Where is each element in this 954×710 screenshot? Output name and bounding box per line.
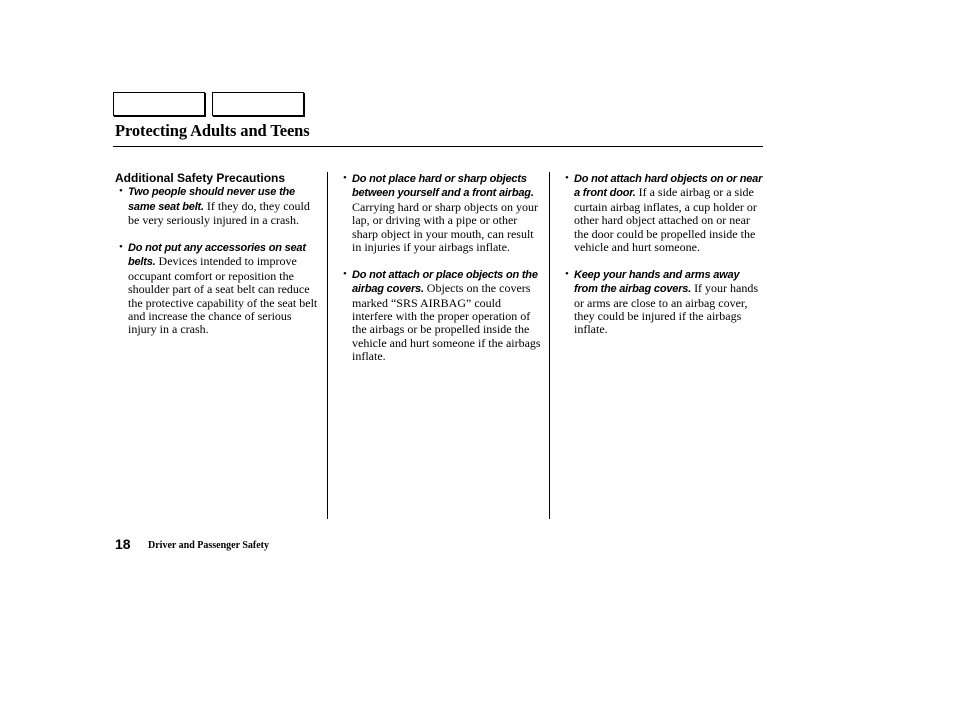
bullet-icon: • [565, 267, 569, 280]
list-item [115, 185, 321, 227]
item-text: If they do, they could be very seriously injured in a crash. [128, 198, 310, 228]
page-number: 18 [115, 536, 131, 552]
index-tab-box-2 [212, 92, 304, 116]
list-item [339, 268, 543, 364]
item-text: Objects on the covers marked “SRS AIRBAG” could interfere with the proper operation of the airbags or be propelled inside the vehicle and hurt someone if the airbags inflate. [352, 281, 541, 364]
index-tab-box-1 [113, 92, 205, 116]
bullet-icon: • [565, 172, 569, 184]
item-text: If your hands or arms are close to an airbag cover, they could be injured if the airbags inflate. [574, 281, 759, 337]
precaution-list [561, 172, 763, 337]
column-1 [115, 172, 321, 350]
bullet-icon: • [343, 172, 347, 184]
precaution-list [339, 172, 543, 364]
item-text: If a side airbag or a side curtain airbag inflates, a cup holder or other hard object attached on or near the door could be propelled inside the vehicle and hurt someone. [574, 185, 757, 255]
bullet-icon: • [119, 241, 123, 254]
bullet-icon: • [343, 267, 347, 280]
title-rule [113, 146, 763, 147]
item-text: Carrying hard or sharp objects on your lap, or driving with a pipe or other sharp object in your mouth, can result in injuries if your airbags inflate. [352, 199, 538, 255]
column-divider [327, 172, 328, 519]
item-lead: Do not attach hard objects on or near a front door. [574, 173, 763, 200]
precaution-list [115, 185, 321, 336]
list-item [115, 241, 321, 337]
section-heading: Additional Safety Precautions [115, 171, 286, 185]
list-item [339, 172, 543, 254]
column-divider [549, 172, 550, 519]
item-lead: Do not place hard or sharp objects between yourself and a front airbag. [352, 173, 534, 200]
list-item [561, 268, 763, 337]
footer-section-name: Driver and Passenger Safety [148, 540, 270, 551]
item-lead: Keep your hands and arms away from the airbag covers. [574, 268, 740, 296]
list-item [561, 172, 763, 254]
column-3 [561, 172, 763, 350]
column-2 [339, 172, 543, 377]
item-text: Devices intended to improve occupant comfort or reposition the shoulder part of a seat belt can reduce the protective capability of the seat belt and increase the chance of serious injury in a crash. [128, 254, 318, 337]
item-lead: Two people should never use the same seat belt. [128, 186, 295, 213]
item-lead: Do not put any accessories on seat belts. [128, 242, 306, 269]
page-title: Protecting Adults and Teens [115, 121, 310, 140]
bullet-icon: • [119, 185, 123, 198]
item-lead: Do not attach or place objects on the airbag covers. [352, 268, 538, 296]
